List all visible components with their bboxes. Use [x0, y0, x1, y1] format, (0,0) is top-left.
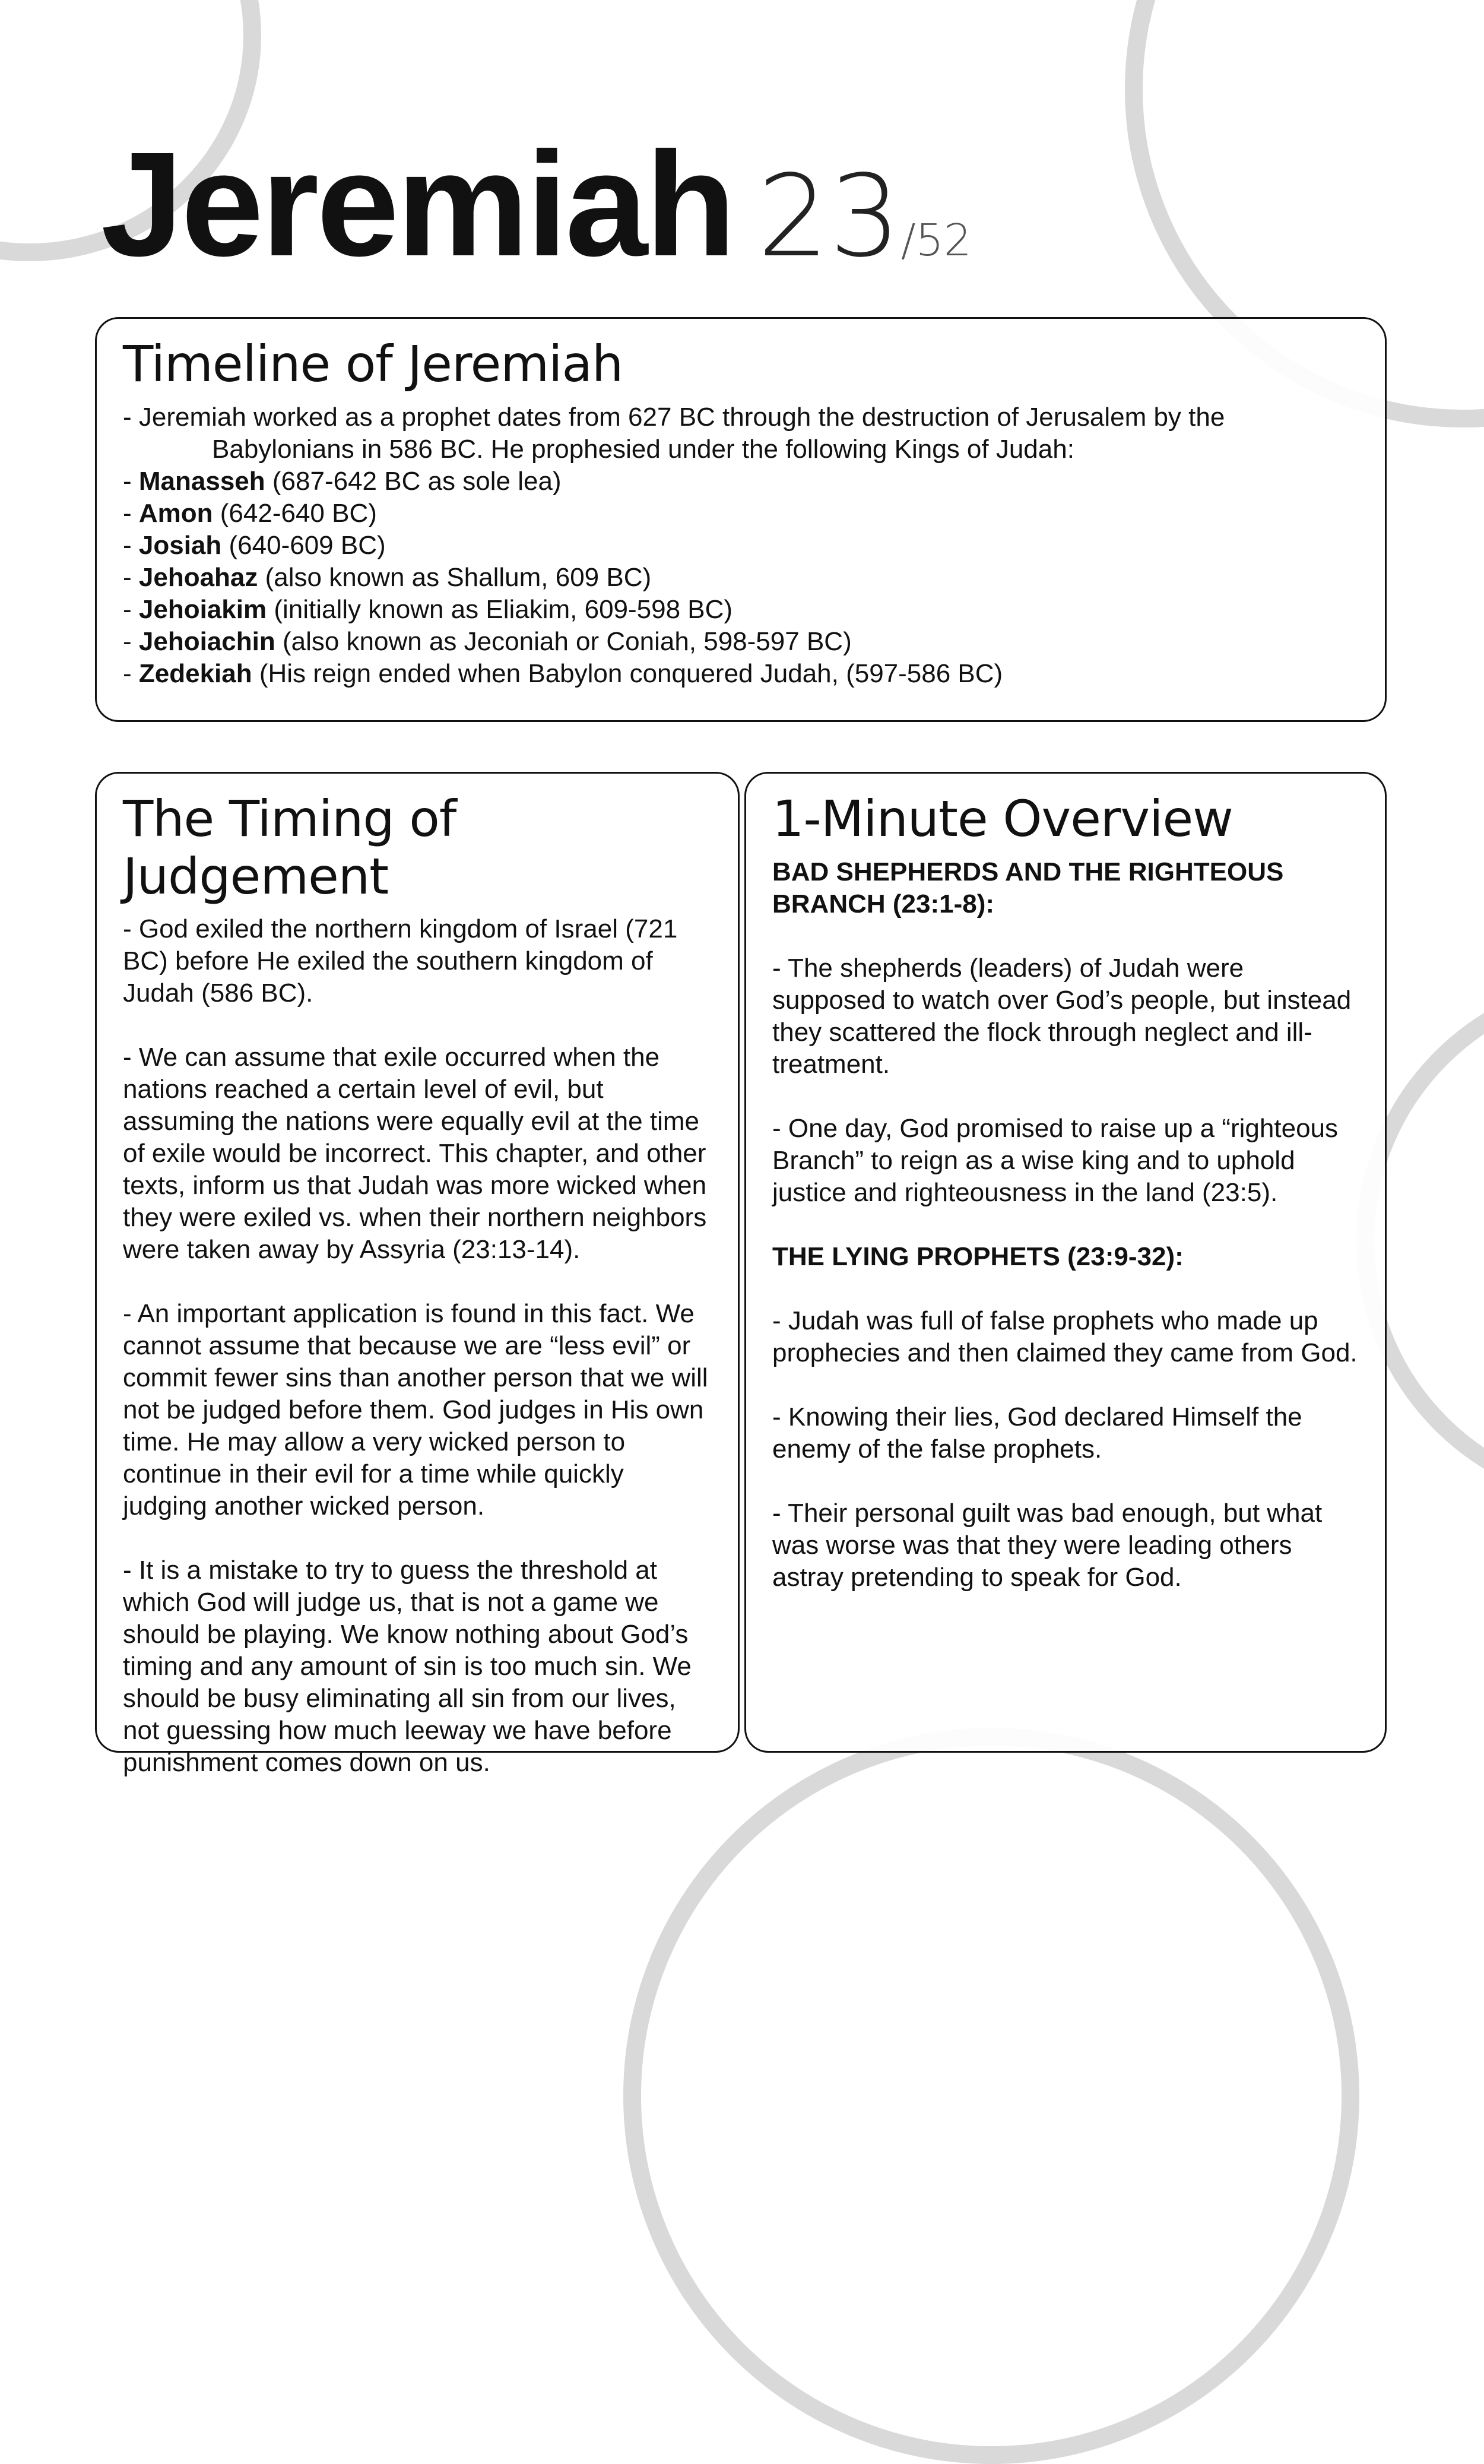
overview-heading: THE LYING PROPHETS (23:9-32):	[772, 1241, 1184, 1271]
overview-paragraph: - Judah was full of false prophets who made up prophecies and then claimed they came from God.	[772, 1306, 1358, 1367]
chapter-total: /52	[900, 215, 972, 266]
king-item: - Josiah (640-609 BC)	[123, 530, 386, 560]
judgement-paragraph: - God exiled the northern kingdom of Israel (721 BC) before He exiled the southern kingdom of Judah (586 BC).	[123, 914, 678, 1008]
judgement-paragraph: - It is a mistake to try to guess the threshold at which God will judge us, that is not a game we should be playing. We know nothing about God’s timing and any amount of sin is too much sin. We should be busy eliminating all sin from our lives, not guessing how much leeway we have before punishment comes down on us.	[123, 1556, 692, 1778]
judgement-paragraph: - An important application is found in this fact. We cannot assume that because we are “less evil” or commit fewer sins than another person that we will not be judged before them. God judges in His own time. He may allow a very wicked person to continue in their evil for a time while quickly judging another wicked person.	[123, 1299, 708, 1521]
judgement-body	[123, 913, 712, 1779]
king-item: - Jehoahaz (also known as Shallum, 609 BC)	[123, 562, 652, 592]
king-item: - Amon (642-640 BC)	[123, 498, 377, 528]
king-name: Manasseh	[138, 466, 265, 496]
overview-paragraph: - The shepherds (leaders) of Judah were supposed to watch over God’s people, but instead they scattered the flock through neglect and ill-treatment.	[772, 953, 1352, 1079]
judgement-panel	[95, 772, 740, 1778]
book-name: Jeremiah	[101, 121, 734, 287]
king-item: - Manasseh (687-642 BC as sole lea)	[123, 466, 562, 496]
king-name: Josiah	[138, 530, 222, 560]
overview-title: 1-Minute Overview	[772, 790, 1233, 848]
king-name: Jehoahaz	[138, 562, 258, 592]
page-title	[101, 119, 972, 289]
judgement-paragraph: - We can assume that exile occurred when the nations reached a certain level of evil, but assuming the nations were equally evil at the time of exile would be incorrect. This chapter, and other texts, inform us that Judah was more wicked when they were exiled vs. when their northern neighbors were taken away by Assyria (23:13-14).	[123, 1043, 707, 1265]
overview-paragraph: - Knowing their lies, God declared Himself the enemy of the false prophets.	[772, 1402, 1302, 1464]
king-item: - Jehoiachin (also known as Jeconiah or Coniah, 598-597 BC)	[123, 626, 852, 656]
timeline-intro-line1: - Jeremiah worked as a prophet dates from 627 BC through the destruction of Jerusalem by the	[123, 402, 1225, 432]
overview-body	[772, 856, 1359, 1594]
timeline-intro-line2: Babylonians in 586 BC. He prophesied under the following Kings of Judah:	[212, 434, 1074, 464]
overview-paragraph: - Their personal guilt was bad enough, but what was worse was that they were leading others astray pretending to speak for God.	[772, 1498, 1323, 1592]
king-item: - Jehoiakim (initially known as Eliakim, 609-598 BC)	[123, 594, 733, 624]
decorative-ring-bottom	[623, 1728, 1359, 2464]
timeline-panel	[95, 317, 1387, 722]
king-item: - Zedekiah (His reign ended when Babylon conquered Judah, (597-586 BC)	[123, 658, 1003, 688]
king-name: Jehoiakim	[138, 594, 267, 624]
overview-panel	[744, 772, 1387, 1753]
king-name: Amon	[138, 498, 213, 528]
timeline-title: Timeline of Jeremiah	[123, 335, 623, 393]
judgement-title: The Timing of Judgement	[123, 790, 456, 905]
overview-paragraph: - One day, God promised to raise up a “righteous Branch” to reign as a wise king and to uphold justice and righteousness in the land (23:5).	[772, 1113, 1339, 1207]
king-name: Zedekiah	[138, 658, 252, 688]
overview-heading: BAD SHEPHERDS AND THE RIGHTEOUS BRANCH (23:1-8):	[772, 857, 1284, 919]
chapter-number: 23	[757, 151, 901, 282]
king-name: Jehoiachin	[138, 626, 275, 656]
timeline-body	[123, 401, 1359, 690]
